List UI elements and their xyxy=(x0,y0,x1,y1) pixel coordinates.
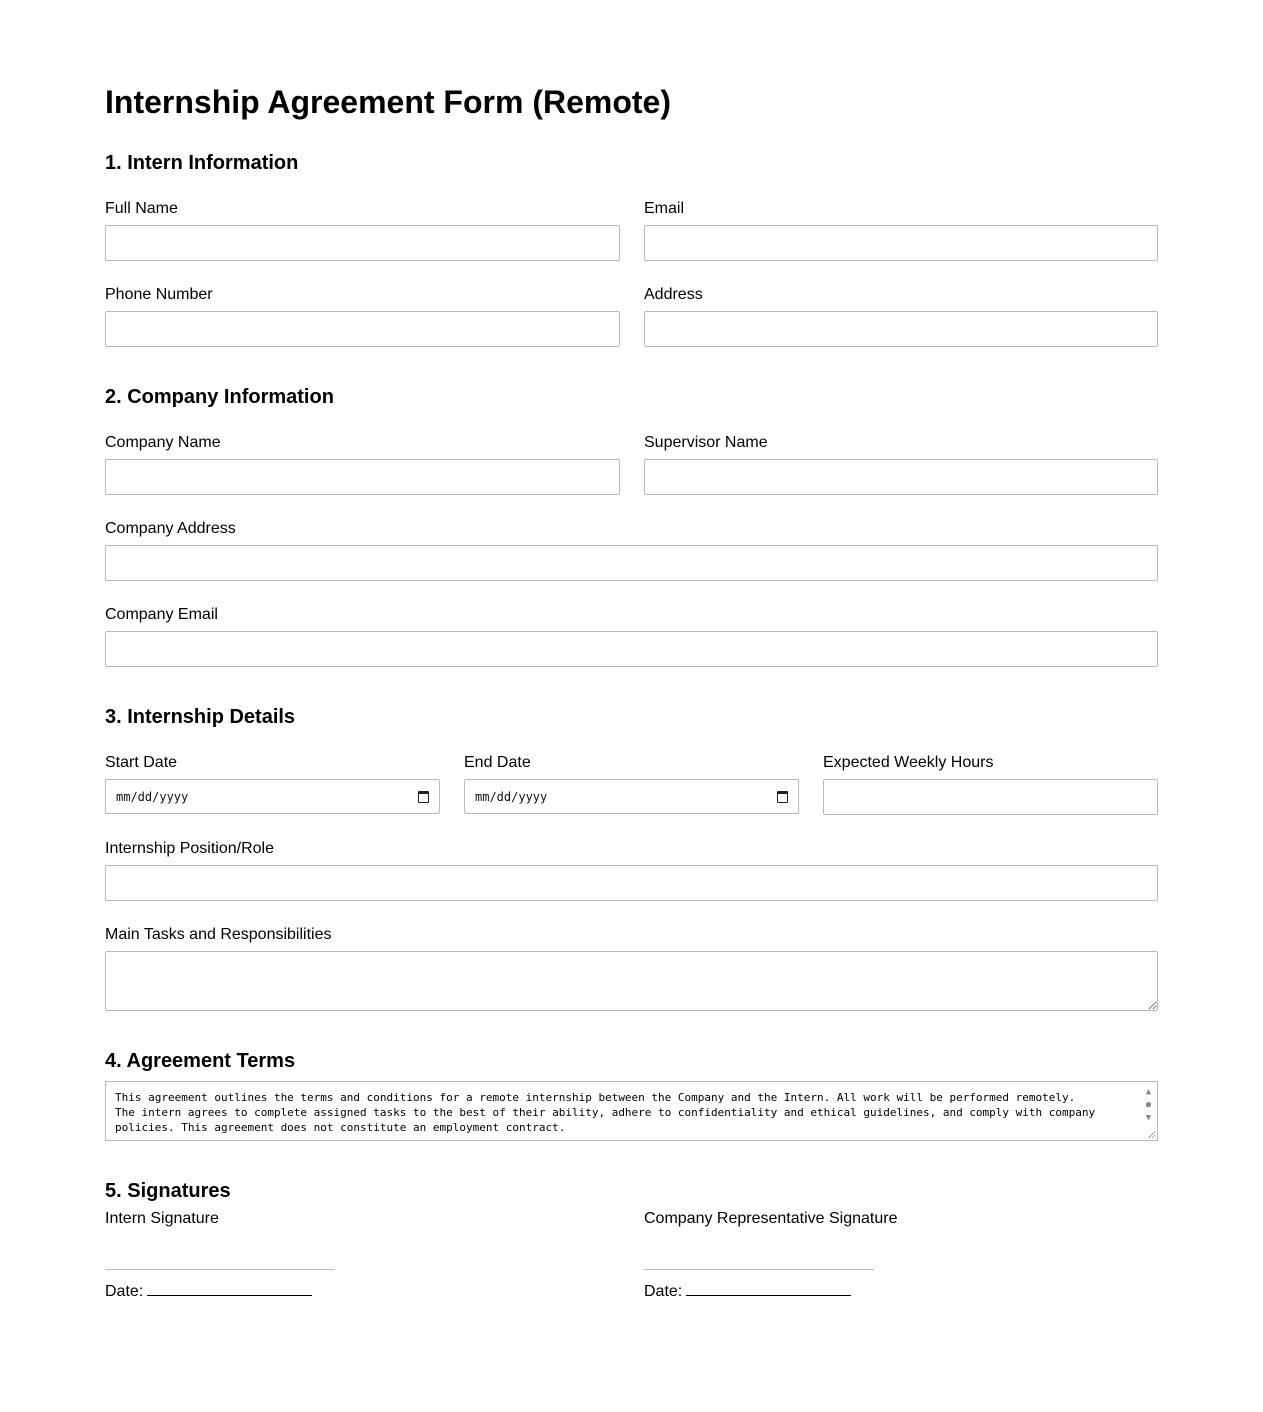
page-title: Internship Agreement Form (Remote) xyxy=(105,84,671,120)
company-name-label: Company Name xyxy=(105,434,221,451)
date-line xyxy=(147,1280,312,1296)
date-label: Date: xyxy=(105,1283,144,1300)
start-date-input[interactable] xyxy=(105,779,440,814)
section-heading-signatures: 5. Signatures xyxy=(105,1180,231,1202)
end-date-input[interactable] xyxy=(464,779,799,814)
full-name-label: Full Name xyxy=(105,200,178,217)
phone-label: Phone Number xyxy=(105,286,213,303)
scrollbar[interactable]: ▲ ● ▼ xyxy=(1145,1087,1152,1123)
start-date-placeholder: mm/dd/yyyy xyxy=(116,789,189,804)
company-name-input[interactable] xyxy=(105,459,620,495)
section-heading-terms: 4. Agreement Terms xyxy=(105,1050,296,1072)
supervisor-label: Supervisor Name xyxy=(644,434,768,451)
section-heading-details: 3. Internship Details xyxy=(105,706,296,728)
address-label: Address xyxy=(644,286,703,303)
company-signature-line xyxy=(644,1269,874,1270)
email-label: Email xyxy=(644,200,685,217)
address-input[interactable] xyxy=(644,311,1158,347)
position-input[interactable] xyxy=(105,865,1158,901)
resize-grip-icon[interactable] xyxy=(1147,1130,1155,1138)
calendar-icon[interactable] xyxy=(418,791,429,803)
terms-text: This agreement outlines the terms and conditions for a remote internship between the Company and the Intern. All work will be performed remotely. The intern agrees to complete assigned tasks to the best of their ability, adhere to confidentiality and ethical guidelines, and comply with company policies. This agreement does not constitute an employment contract. xyxy=(115,1091,1096,1134)
section-heading-intern: 1. Intern Information xyxy=(105,152,299,174)
company-email-input[interactable] xyxy=(105,631,1158,667)
section-heading-company: 2. Company Information xyxy=(105,386,334,408)
tasks-label: Main Tasks and Responsibilities xyxy=(105,926,332,943)
terms-textarea[interactable] xyxy=(105,1081,1158,1141)
full-name-input[interactable] xyxy=(105,225,620,261)
intern-signature-line xyxy=(105,1269,335,1270)
company-address-label: Company Address xyxy=(105,520,236,537)
intern-date-field xyxy=(105,1280,312,1302)
end-date-placeholder: mm/dd/yyyy xyxy=(475,789,548,804)
intern-signature-label: Intern Signature xyxy=(105,1210,219,1227)
calendar-icon[interactable] xyxy=(777,791,788,803)
email-input[interactable] xyxy=(644,225,1158,261)
date-label: Date: xyxy=(644,1283,683,1300)
company-email-label: Company Email xyxy=(105,606,218,623)
date-line xyxy=(686,1280,851,1296)
company-date-field xyxy=(644,1280,851,1302)
position-label: Internship Position/Role xyxy=(105,840,274,857)
supervisor-input[interactable] xyxy=(644,459,1158,495)
end-date-label: End Date xyxy=(464,754,531,771)
hours-label: Expected Weekly Hours xyxy=(823,754,994,771)
company-address-input[interactable] xyxy=(105,545,1158,581)
company-signature-label: Company Representative Signature xyxy=(644,1210,898,1227)
phone-input[interactable] xyxy=(105,311,620,347)
hours-input[interactable] xyxy=(823,779,1158,815)
tasks-textarea[interactable] xyxy=(105,951,1158,1011)
start-date-label: Start Date xyxy=(105,754,178,771)
